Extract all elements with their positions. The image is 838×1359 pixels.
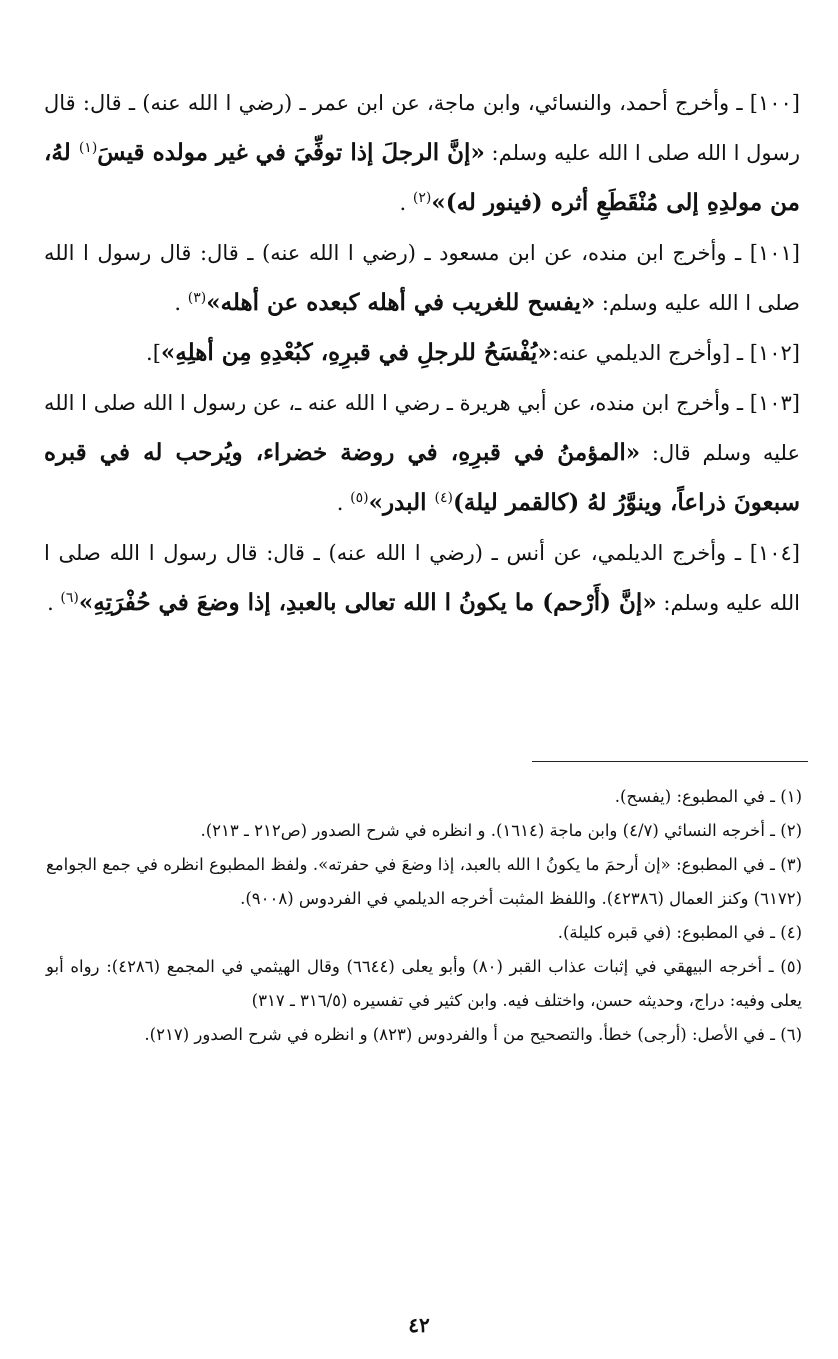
footnote-ref-6[interactable]: (٦) xyxy=(60,590,79,606)
footnote-3: (٣) ـ في المطبوع: «إن أرحمَ ما يكونُ ا الله بالعبد، إذا وضعَ في حفرته». ولفظ المطبوع انظره في جمع الجوامع (٦١٧٢) وكنز العمال (٤٢٣٨٦). واللفظ المثبت أخرجه الديلمي في الفردوس (٩٠٠٨). xyxy=(46,855,802,908)
footnote-ref-1[interactable]: (١) xyxy=(78,140,98,156)
footnote-2: (٢) ـ أخرجه النسائي (٤/٧) وابن ماجة (١٦١٤). و انظره في شرح الصدور (ص٢١٢ ـ ٢١٣). xyxy=(200,821,802,840)
page-number: ٤٢ xyxy=(408,1313,430,1337)
footnote-divider xyxy=(532,761,808,762)
hadith-103: [١٠٣] ـ وأخرج ابن منده، عن أبي هريرة ـ رضي ا الله عنه ـ، عن رسول ا الله صلى ا الله عليه وسلم قال: «المؤمنُ في قبرِهِ، في روضة خضراء، ويُرحب له في قبره سبعونَ ذراعاً، وينوَّرُ لهُ (كالقمر ليلة)$^{(٤)}$ البدر»$^{(٥)}$ . xyxy=(44,391,800,516)
hadith-102: [١٠٢] ـ [وأخرج الديلمي عنه:«يُفْسَحُ للرجلِ في قبرِهِ، كبُعْدِهِ مِن أهلِهِ»]. xyxy=(146,339,800,366)
footnote-ref-2[interactable]: (٢) xyxy=(412,190,432,206)
footnote-ref-5[interactable]: (٥) xyxy=(350,490,369,506)
footnote-4: (٤) ـ في المطبوع: (في قبره كليلة). xyxy=(557,923,802,942)
hadith-104: [١٠٤] ـ وأخرج الديلمي، عن أنس ـ (رضي ا الله عنه) ـ قال: قال رسول ا الله صلى ا الله عليه وسلم: «إنَّ (أَرْحم) ما يكونُ ا الله تعالى بالعبدِ، إذا وضعَ في حُفْرَتِهِ»$^{(٦)}$ . xyxy=(44,541,800,616)
footnote-5: (٥) ـ أخرجه البيهقي في إثبات عذاب القبر (٨٠) وأبو يعلى (٦٦٤٤) وقال الهيثمي في المجمع (٤٢٨٦): رواه أبو يعلى وفيه: دراج، وحديثه حسن، واختلف فيه. وابن كثير في تفسيره (٣١٦/٥ ـ ٣١٧) xyxy=(46,957,803,1010)
hadith-101: [١٠١] ـ وأخرج ابن منده، عن ابن مسعود ـ (رضي ا الله عنه) ـ قال: قال رسول ا الله صلى ا الله عليه وسلم: «يفسح للغريب في أهله كبعده عن أهله»$^{(٣)}$ . xyxy=(44,241,800,316)
footnote-6: (٦) ـ في الأصل: (أرجى) خطأ. والتصحيح من أ والفردوس (٨٢٣) و انظره في شرح الصدور (٢١٧). xyxy=(144,1025,802,1044)
main-text xyxy=(44,78,800,628)
footnotes xyxy=(46,780,802,1052)
footnote-ref-4[interactable]: (٤) xyxy=(434,490,453,506)
footnote-ref-3[interactable]: (٣) xyxy=(187,290,207,306)
footnote-1: (١) ـ في المطبوع: (يفسح). xyxy=(614,787,802,806)
hadith-100: [١٠٠] ـ وأخرج أحمد، والنسائي، وابن ماجة، عن ابن عمر ـ (رضي ا الله عنه) ـ قال: قال رسول ا الله صلى ا الله عليه وسلم: «إنَّ الرجلَ إذا توفِّيَ في غير مولده قيسَ$^{(١)}$ لهُ، من مولدِهِ إلى مُنْقَطَعِ أثره (فينور له)»$^{(٢)}$ . xyxy=(44,91,800,216)
